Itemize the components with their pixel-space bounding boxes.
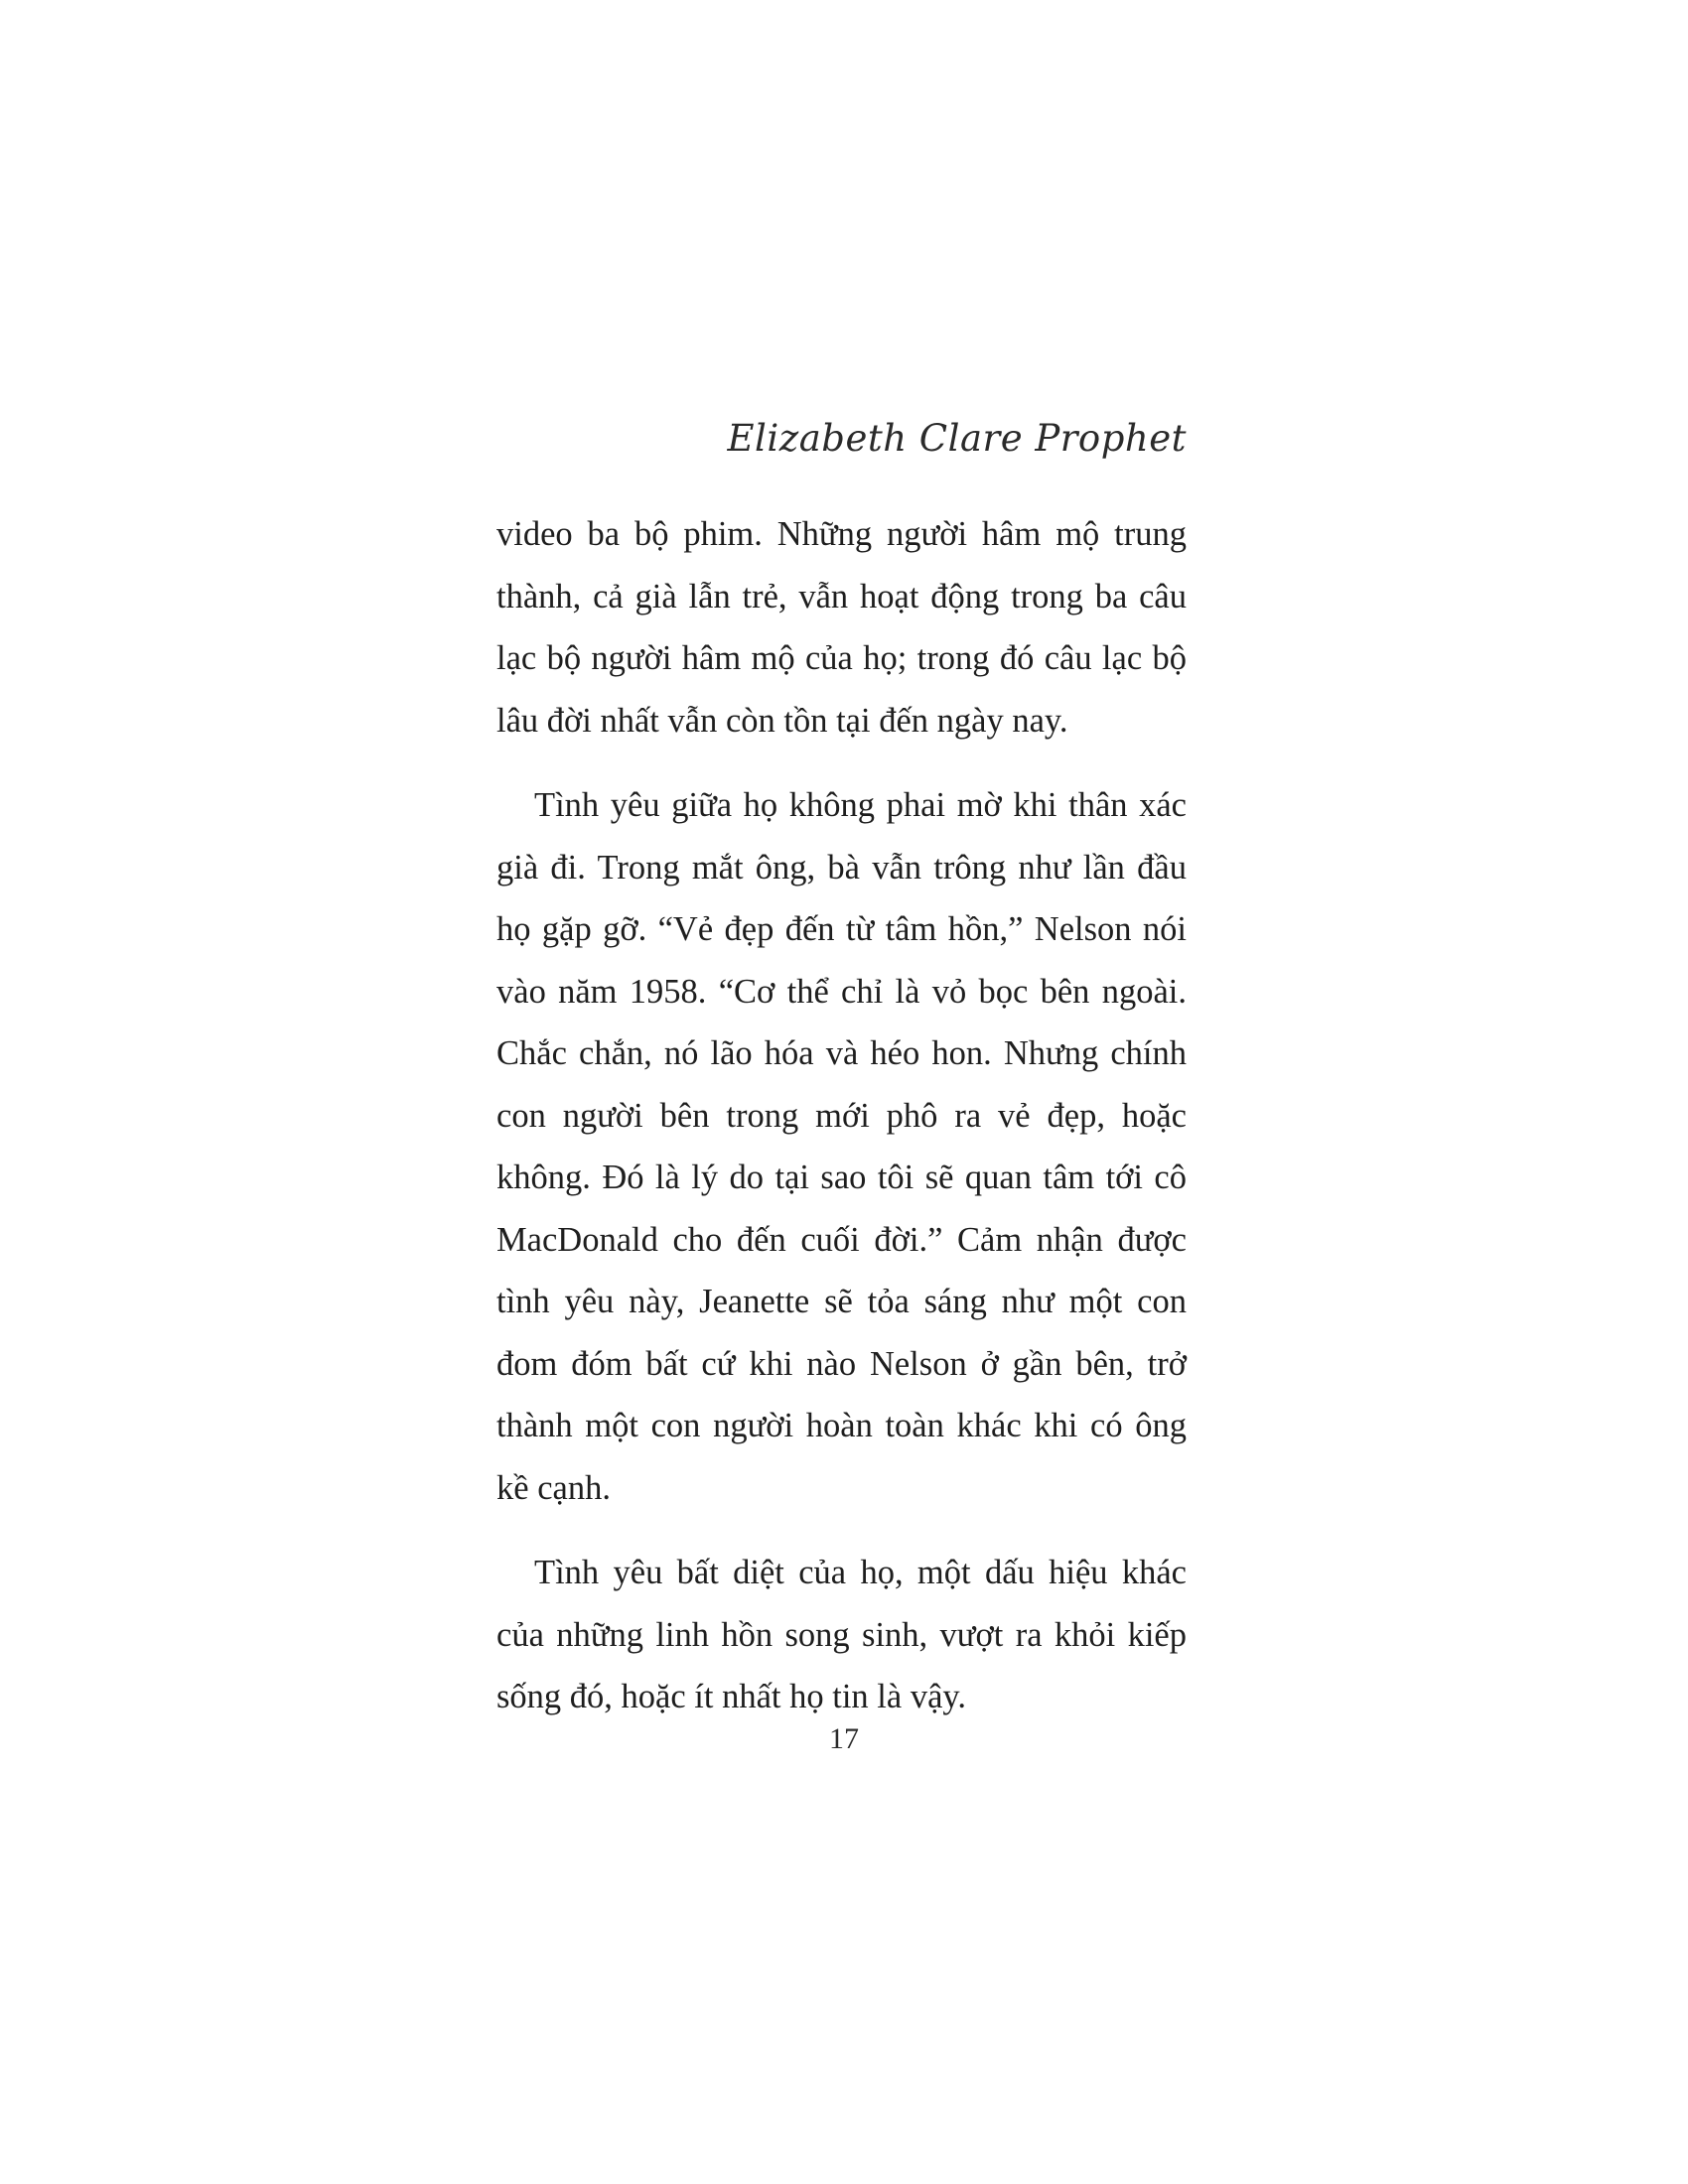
paragraph-3: Tình yêu bất diệt của họ, một dấu hiệu khác của những linh hồn song sinh, vượt ra khỏi kiếp sống đó, hoặc ít nhất họ tin là vậy. bbox=[496, 1554, 1187, 1715]
paragraph-1: video ba bộ phim. Những người hâm mộ trung thành, cả già lẫn trẻ, vẫn hoạt động trong ba câu lạc bộ người hâm mộ của họ; trong đó câu lạc bộ lâu đời nhất vẫn còn tồn tại đến ngày nay. bbox=[496, 515, 1187, 740]
paragraph-2: Tình yêu giữa họ không phai mờ khi thân xác già đi. Trong mắt ông, bà vẫn trông như lần đầu họ gặp gỡ. “Vẻ đẹp đến từ tâm hồn,” Nelson nói vào năm 1958. “Cơ thể chỉ là vỏ bọc bên ngoài. Chắc chắn, nó lão hóa và héo hon. Nhưng chính con người bên trong mới phô ra vẻ đẹp, hoặc không. Đó là lý do tại sao tôi sẽ quan tâm tới cô MacDonald cho đến cuối đời.” Cảm nhận được tình yêu này, Jeanette sẽ tỏa sáng như một con đom đóm bất cứ khi nào Nelson ở gần bên, trở thành một con người hoàn toàn khác khi có ông kề cạnh. bbox=[496, 786, 1187, 1507]
body-text bbox=[496, 503, 1187, 1728]
running-header-author: Elizabeth Clare Prophet bbox=[727, 417, 1187, 460]
page-number: 17 bbox=[829, 1722, 859, 1755]
